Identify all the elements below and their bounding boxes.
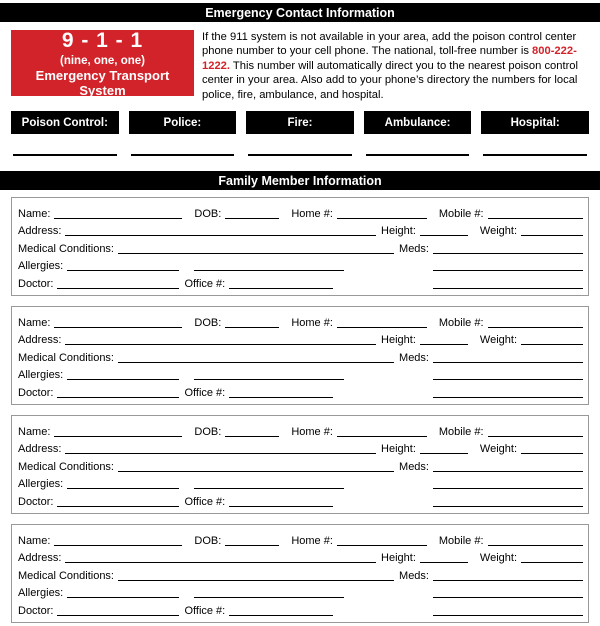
address-write-in-line: [65, 235, 376, 236]
meds-continuation-line: [433, 488, 583, 489]
meds-continuation-line: [433, 506, 583, 507]
office-number-write-in-line: [229, 506, 333, 507]
address-label: Address:: [18, 552, 62, 565]
member-row-allergies: [18, 583, 583, 601]
member-row-doctor: [18, 600, 583, 618]
office-number-write-in-line: [229, 397, 333, 398]
meds-label: Meds:: [399, 569, 429, 582]
allergies-label: Allergies:: [18, 260, 64, 273]
meds-continuation-line: [433, 597, 583, 598]
weight-write-in-line: [521, 235, 583, 236]
dob-label: DOB:: [194, 425, 222, 438]
allergies-continuation-line: [194, 488, 344, 489]
family-member-block: [11, 415, 589, 514]
contact-bar-poison-control-label: Poison Control:: [21, 116, 108, 129]
medical-conditions-label: Medical Conditions:: [18, 351, 114, 364]
address-write-in-line: [65, 344, 376, 345]
police-write-in-line: [131, 154, 235, 156]
doctor-write-in-line: [57, 288, 179, 289]
member-row-name: [18, 203, 583, 221]
office-number-label: Office #:: [184, 386, 226, 399]
contact-bar-hospital-label: Hospital:: [510, 116, 560, 129]
name-label: Name:: [18, 534, 51, 547]
doctor-label: Doctor:: [18, 278, 54, 290]
fire-write-in-line: [248, 154, 352, 156]
medical-conditions-label: Medical Conditions:: [18, 460, 114, 473]
office-number-label: Office #:: [184, 278, 226, 290]
home-number-write-in-line: [337, 436, 427, 437]
family-member-blocks: [0, 197, 600, 623]
address-write-in-line: [65, 453, 376, 454]
contact-bar-ambulance-label: Ambulance:: [384, 116, 451, 129]
allergies-label: Allergies:: [18, 369, 64, 382]
poison-control-write-in-line: [13, 154, 117, 156]
medical-conditions-label: Medical Conditions:: [18, 242, 114, 255]
member-row-medical: [18, 565, 583, 583]
member-row-name: [18, 312, 583, 330]
dob-label: DOB:: [194, 316, 222, 329]
nine-one-one-words: (nine, one, one): [60, 54, 145, 67]
home-number-label: Home #:: [291, 207, 333, 220]
member-row-allergies: [18, 256, 583, 274]
address-label: Address:: [18, 443, 62, 456]
doctor-write-in-line: [57, 506, 179, 507]
mobile-number-write-in-line: [488, 327, 583, 328]
nine-one-one-box: [11, 30, 194, 96]
intro-section: [11, 30, 592, 102]
dob-write-in-line: [225, 545, 279, 546]
member-row-allergies: [18, 365, 583, 383]
medical-conditions-write-in-line: [118, 362, 394, 363]
member-row-medical: [18, 347, 583, 365]
name-write-in-line: [54, 545, 182, 546]
allergies-write-in-line: [67, 379, 179, 380]
member-row-doctor: [18, 382, 583, 400]
weight-label: Weight:: [479, 552, 517, 565]
mobile-number-write-in-line: [488, 545, 583, 546]
emergency-transport-label: Emergency Transport System: [35, 67, 170, 98]
contact-bar-police: [129, 111, 237, 134]
address-label: Address:: [18, 225, 62, 238]
doctor-label: Doctor:: [18, 604, 54, 617]
doctor-write-in-line: [57, 397, 179, 398]
contact-bar-ambulance: [364, 111, 472, 134]
contact-bar-fire: [246, 111, 354, 134]
height-label: Height:: [381, 443, 416, 456]
name-write-in-line: [54, 327, 182, 328]
weight-write-in-line: [521, 453, 583, 454]
mobile-number-write-in-line: [488, 436, 583, 437]
meds-continuation-line: [433, 270, 583, 271]
hospital-write-in-line: [483, 154, 587, 156]
height-write-in-line: [420, 562, 468, 563]
medical-conditions-label: Medical Conditions:: [18, 569, 114, 582]
height-write-in-line: [420, 235, 468, 236]
name-label: Name:: [18, 425, 51, 438]
intro-paragraph: [202, 30, 592, 102]
doctor-write-in-line: [57, 615, 179, 616]
weight-label: Weight:: [479, 225, 517, 238]
meds-continuation-line: [433, 379, 583, 380]
home-number-write-in-line: [337, 545, 427, 546]
mobile-number-label: Mobile #:: [438, 534, 484, 547]
member-row-medical: [18, 238, 583, 256]
ambulance-write-in-line: [366, 154, 470, 156]
name-write-in-line: [54, 218, 182, 219]
name-write-in-line: [54, 436, 182, 437]
home-number-write-in-line: [337, 327, 427, 328]
weight-write-in-line: [521, 562, 583, 563]
home-number-label: Home #:: [291, 425, 333, 438]
allergies-continuation-line: [194, 379, 344, 380]
member-row-doctor: [18, 491, 583, 509]
meds-write-in-line: [433, 471, 583, 472]
dob-write-in-line: [225, 218, 279, 219]
allergies-label: Allergies:: [18, 587, 64, 600]
dob-label: DOB:: [194, 207, 222, 220]
allergies-label: Allergies:: [18, 478, 64, 491]
member-row-doctor: [18, 273, 583, 291]
meds-write-in-line: [433, 253, 583, 254]
allergies-write-in-line: [67, 488, 179, 489]
dob-write-in-line: [225, 436, 279, 437]
address-label: Address:: [18, 334, 62, 347]
family-member-block: [11, 197, 589, 296]
nine-one-one-number: 9 - 1 - 1: [61, 28, 144, 52]
member-row-name: [18, 530, 583, 548]
contact-bar-poison-control: [11, 111, 119, 134]
emergency-contact-title-bar: [0, 3, 600, 22]
family-member-title: Family Member Information: [218, 173, 382, 188]
family-member-title-bar: [0, 171, 600, 190]
office-number-label: Office #:: [184, 495, 226, 508]
name-label: Name:: [18, 207, 51, 220]
mobile-number-label: Mobile #:: [438, 316, 484, 329]
meds-continuation-line: [433, 615, 583, 616]
family-member-block: [11, 306, 589, 405]
office-number-write-in-line: [229, 288, 333, 289]
mobile-number-label: Mobile #:: [438, 207, 484, 220]
allergies-continuation-line: [194, 270, 344, 271]
meds-continuation-line: [433, 397, 583, 398]
weight-write-in-line: [521, 344, 583, 345]
poison-control-phone-number: 800-222-1222.: [202, 45, 577, 72]
contact-bar-fire-label: Fire:: [287, 116, 313, 129]
home-number-label: Home #:: [291, 534, 333, 547]
height-label: Height:: [381, 225, 416, 238]
meds-label: Meds:: [399, 460, 429, 473]
contact-bar-police-label: Police:: [163, 116, 202, 129]
office-number-write-in-line: [229, 615, 333, 616]
member-row-address: [18, 439, 583, 457]
meds-continuation-line: [433, 288, 583, 289]
height-write-in-line: [420, 344, 468, 345]
mobile-number-label: Mobile #:: [438, 425, 484, 438]
dob-label: DOB:: [194, 534, 222, 547]
medical-conditions-write-in-line: [118, 580, 394, 581]
intro-text-before-phone: If the 911 system is not available in your area, add the poison control center phone number to your cell phone. The national, toll-free number is: [202, 31, 577, 58]
home-number-label: Home #:: [291, 316, 333, 329]
medical-conditions-write-in-line: [118, 253, 394, 254]
address-write-in-line: [65, 562, 376, 563]
dob-write-in-line: [225, 327, 279, 328]
meds-write-in-line: [433, 362, 583, 363]
allergies-continuation-line: [194, 597, 344, 598]
contact-bar-hospital: [481, 111, 589, 134]
height-label: Height:: [381, 552, 416, 565]
member-row-address: [18, 221, 583, 239]
meds-label: Meds:: [399, 242, 429, 255]
member-row-allergies: [18, 474, 583, 492]
medical-conditions-write-in-line: [118, 471, 394, 472]
allergies-write-in-line: [67, 270, 179, 271]
doctor-label: Doctor:: [18, 495, 54, 508]
weight-label: Weight:: [479, 334, 517, 347]
home-number-write-in-line: [337, 218, 427, 219]
contact-label-bars: [11, 111, 589, 134]
weight-label: Weight:: [479, 443, 517, 456]
emergency-contact-title: Emergency Contact Information: [205, 5, 395, 20]
contact-write-in-lines: [13, 154, 587, 156]
intro-text-after-phone: This number will automatically direct you to the nearest poison control center in your area. Also add to your phone’s directory the numbers for local police, fire, ambulance, and hospital.: [202, 59, 579, 101]
height-label: Height:: [381, 334, 416, 347]
office-number-label: Office #:: [184, 604, 226, 617]
allergies-write-in-line: [67, 597, 179, 598]
family-member-block: [11, 524, 589, 623]
meds-label: Meds:: [399, 351, 429, 364]
member-row-name: [18, 421, 583, 439]
height-write-in-line: [420, 453, 468, 454]
meds-write-in-line: [433, 580, 583, 581]
member-row-address: [18, 330, 583, 348]
member-row-medical: [18, 456, 583, 474]
doctor-label: Doctor:: [18, 386, 54, 399]
member-row-address: [18, 548, 583, 566]
mobile-number-write-in-line: [488, 218, 583, 219]
name-label: Name:: [18, 316, 51, 329]
